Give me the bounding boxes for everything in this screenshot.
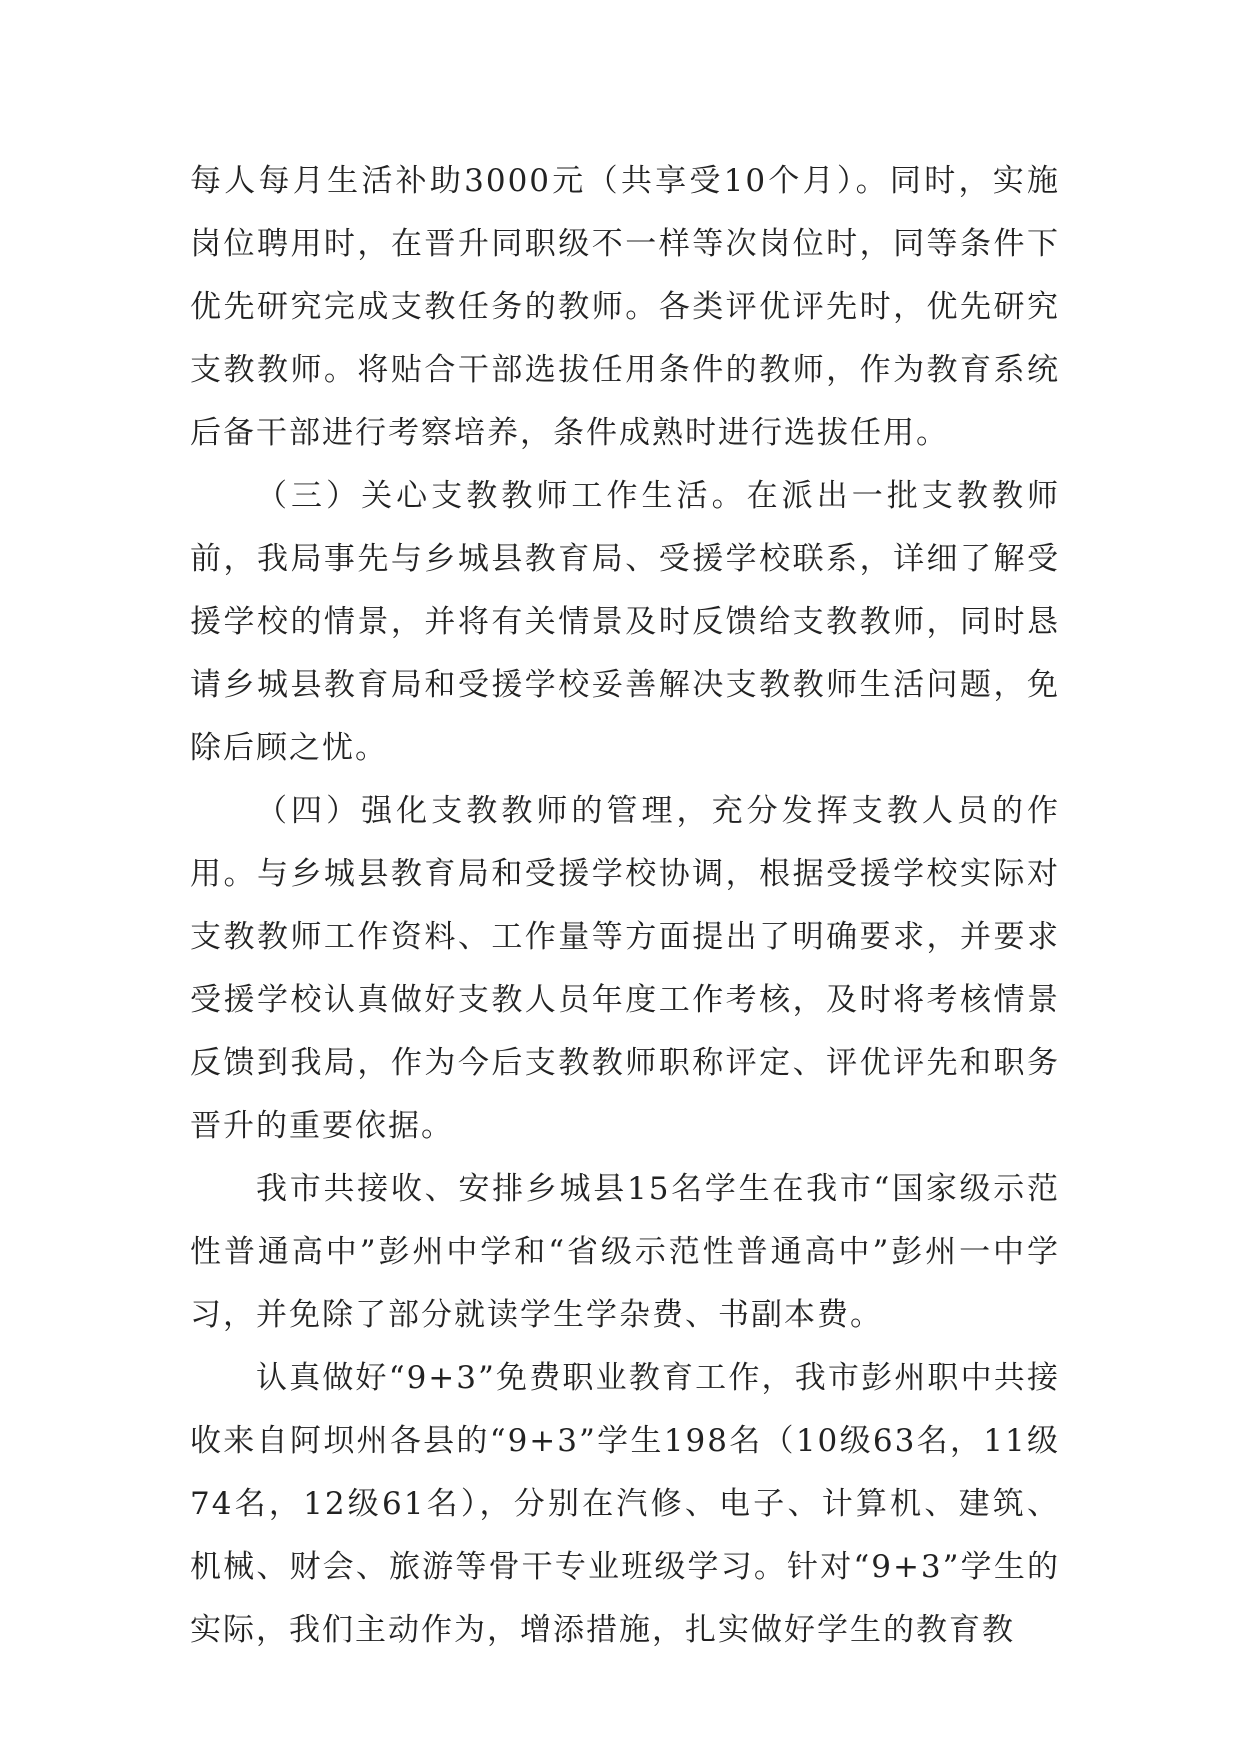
paragraph-care-for-teachers: （三）关心支教教师工作生活。在派出一批支教教师前，我局事先与乡城县教育局、受援学校联系，详细了解受援学校的情景，并将有关情景及时反馈给支教教师，同时恳请乡城县教育局和受援学校妥善解决支教教师生活问题，免除后顾之忧。 — [190, 478, 1060, 766]
paragraph-student-admission: 我市共接收、安排乡城县15名学生在我市“国家级示范性普通高中”彭州中学和“省级示范性普通高中”彭州一中学习，并免除了部分就读学生学杂费、书副本费。 — [190, 1171, 1060, 1333]
paragraph-teacher-management: （四）强化支教教师的管理，充分发挥支教人员的作用。与乡城县教育局和受援学校协调，根据受援学校实际对支教教师工作资料、工作量等方面提出了明确要求，并要求受援学校认真做好支教人员年度工作考核，及时将考核情景反馈到我局，作为今后支教教师职称评定、评优评先和职务晋升的重要依据。 — [190, 793, 1060, 1144]
paragraph-vocational-education: 认真做好“9+3”免费职业教育工作，我市彭州职中共接收来自阿坝州各县的“9+3”学生198名（10级63名，11级74名，12级61名），分别在汽修、电子、计算机、建筑、机械、财会、旅游等骨干专业班级学习。针对“9+3”学生的实际，我们主动作为，增添措施，扎实做好学生的教育教 — [190, 1360, 1060, 1648]
paragraph-subsidy-continuation: 每人每月生活补助3000元（共享受10个月）。同时，实施岗位聘用时，在晋升同职级不一样等次岗位时，同等条件下优先研究完成支教任务的教师。各类评优评先时，优先研究支教教师。将贴合干部选拔任用条件的教师，作为教育系统后备干部进行考察培养，条件成熟时进行选拔任用。 — [190, 163, 1060, 451]
document-body — [190, 150, 1060, 1662]
